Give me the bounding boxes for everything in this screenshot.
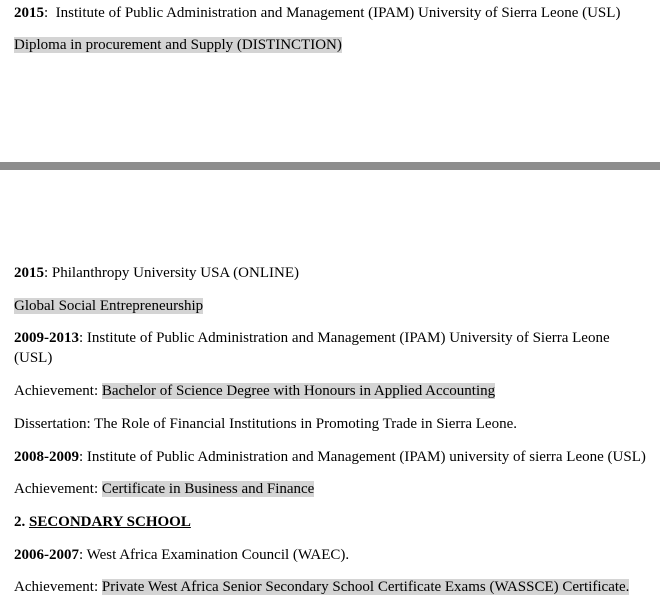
entry-separator: : bbox=[79, 547, 84, 563]
dissertation-line bbox=[14, 415, 517, 433]
achievement-highlight: Private West Africa Senior Secondary School Certificate Exams (WASSCE) Certificate. bbox=[101, 579, 630, 595]
section-number: 2. bbox=[14, 514, 29, 530]
course-highlight: Global Social Entrepreneurship bbox=[14, 298, 204, 314]
achievement-label: Achievement: bbox=[14, 383, 102, 399]
entry-separator: : bbox=[44, 265, 49, 281]
entry-institution: Institute of Public Administration and Management (IPAM) university of sierra Leone (USL) bbox=[86, 449, 646, 465]
entry-year: 2015 bbox=[14, 265, 44, 281]
entry-separator: : bbox=[79, 449, 84, 465]
page-break-divider bbox=[0, 162, 660, 170]
dissertation-text: Dissertation: The Role of Financial Institutions in Promoting Trade in Sierra Leone. bbox=[14, 416, 517, 432]
achievement-line-certificate bbox=[14, 480, 314, 498]
diploma-highlight: Diploma in procurement and Supply (DISTINCTION) bbox=[14, 37, 342, 53]
achievement-label: Achievement: bbox=[14, 579, 102, 595]
diploma-line bbox=[14, 36, 342, 54]
entry-institution: Philanthropy University USA (ONLINE) bbox=[51, 265, 299, 281]
entry-separator: : bbox=[44, 5, 49, 21]
education-entry-2015-ipam bbox=[14, 4, 620, 22]
achievement-label: Achievement: bbox=[14, 481, 102, 497]
entry-separator: : bbox=[79, 330, 84, 346]
education-entry-2008-2009 bbox=[14, 448, 646, 466]
achievement-line-bsc bbox=[14, 382, 495, 400]
entry-institution: Institute of Public Administration and Management (IPAM) University of Sierra Leone (USL) bbox=[55, 5, 621, 21]
entry-year: 2009-2013 bbox=[14, 330, 79, 346]
section-title: SECONDARY SCHOOL bbox=[29, 514, 191, 530]
education-entry-2006-2007 bbox=[14, 546, 349, 564]
document-page-top bbox=[0, 0, 660, 162]
entry-year: 2006-2007 bbox=[14, 547, 79, 563]
education-entry-2015-philanthropy bbox=[14, 264, 299, 282]
entry-institution: Institute of Public Administration and Management (IPAM) University of Sierra Leone (USL) bbox=[14, 330, 610, 366]
section-heading-secondary-school bbox=[14, 513, 191, 531]
achievement-highlight: Bachelor of Science Degree with Honours in Applied Accounting bbox=[101, 383, 496, 399]
achievement-line-wassce bbox=[14, 578, 629, 596]
entry-year: 2008-2009 bbox=[14, 449, 79, 465]
entry-institution: West Africa Examination Council (WAEC). bbox=[86, 547, 350, 563]
entry-year: 2015 bbox=[14, 5, 44, 21]
education-entry-2009-2013 bbox=[14, 328, 614, 368]
document-page-bottom bbox=[0, 170, 660, 606]
achievement-highlight: Certificate in Business and Finance bbox=[101, 481, 315, 497]
course-line bbox=[14, 297, 203, 315]
